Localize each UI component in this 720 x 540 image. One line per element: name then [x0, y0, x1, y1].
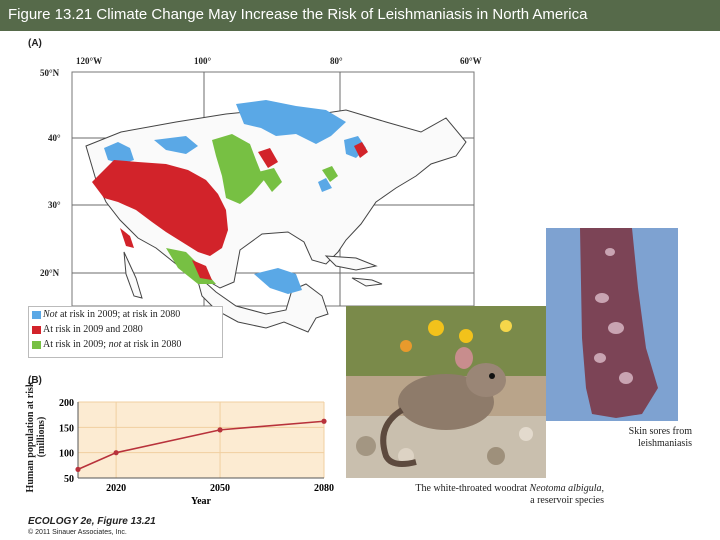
title-bar — [0, 0, 720, 31]
lon-label-60w: 60°W — [460, 56, 482, 66]
lon-label-120w: 120°W — [76, 56, 103, 66]
woodrat-photo — [346, 306, 546, 478]
legend-item-blue — [29, 307, 222, 322]
panel-b-label: (B) — [28, 375, 42, 386]
x-tick-label: 2050 — [210, 483, 231, 494]
y-tick-label: 150 — [59, 423, 74, 435]
data-point — [321, 419, 326, 424]
sores-caption: Skin sores from leishmaniasis — [628, 426, 692, 449]
legend-em: not — [108, 339, 122, 350]
figure-title: Figure 13.21 Climate Change May Increase the Risk of Leishmaniasis in North America — [8, 6, 588, 23]
y-tick-label: 200 — [59, 398, 74, 409]
data-point — [75, 467, 80, 472]
map-legend — [28, 306, 223, 358]
legend-em: Not — [43, 309, 58, 320]
legend-swatch-green — [32, 341, 41, 349]
plot-area — [78, 402, 324, 478]
lon-label-100: 100° — [194, 56, 212, 66]
legend-text: at risk in 2009; at risk in 2080 — [57, 309, 181, 320]
legend-text: at risk in 2080 — [121, 339, 182, 350]
lat-label-40: 40° — [48, 133, 61, 143]
x-tick-label: 2020 — [106, 483, 127, 494]
legend-item-green — [29, 337, 222, 352]
lon-label-80: 80° — [330, 56, 343, 66]
footer-copyright: © 2011 Sinauer Associates, Inc. — [28, 529, 127, 536]
legend-text: At risk in 2009 and 2080 — [43, 324, 143, 335]
population-chart — [44, 392, 344, 522]
skin-sores-photo — [546, 228, 678, 421]
lat-label-50n: 50°N — [40, 68, 60, 78]
legend-item-red — [29, 322, 222, 337]
panel-a-label: (A) — [28, 38, 42, 49]
woodrat-caption: The white-throated woodrat Neotoma albigula, a reservoir species — [415, 483, 604, 506]
legend-swatch-red — [32, 326, 41, 334]
legend-text: At risk in 2009; — [43, 339, 109, 350]
data-point — [217, 427, 222, 432]
y-tick-label: 100 — [59, 448, 74, 460]
legend-swatch-blue — [32, 311, 41, 319]
lat-label-30: 30° — [48, 200, 61, 210]
x-axis-label: Year — [191, 496, 211, 507]
data-point — [114, 450, 119, 455]
chart-ylabel: Human population at risk (millions) — [25, 381, 47, 493]
x-tick-label: 2080 — [314, 483, 334, 494]
lat-label-20n: 20°N — [40, 268, 60, 278]
footer-book: ECOLOGY 2e, Figure 13.21 — [28, 516, 156, 527]
y-tick-label: 50 — [64, 474, 74, 485]
